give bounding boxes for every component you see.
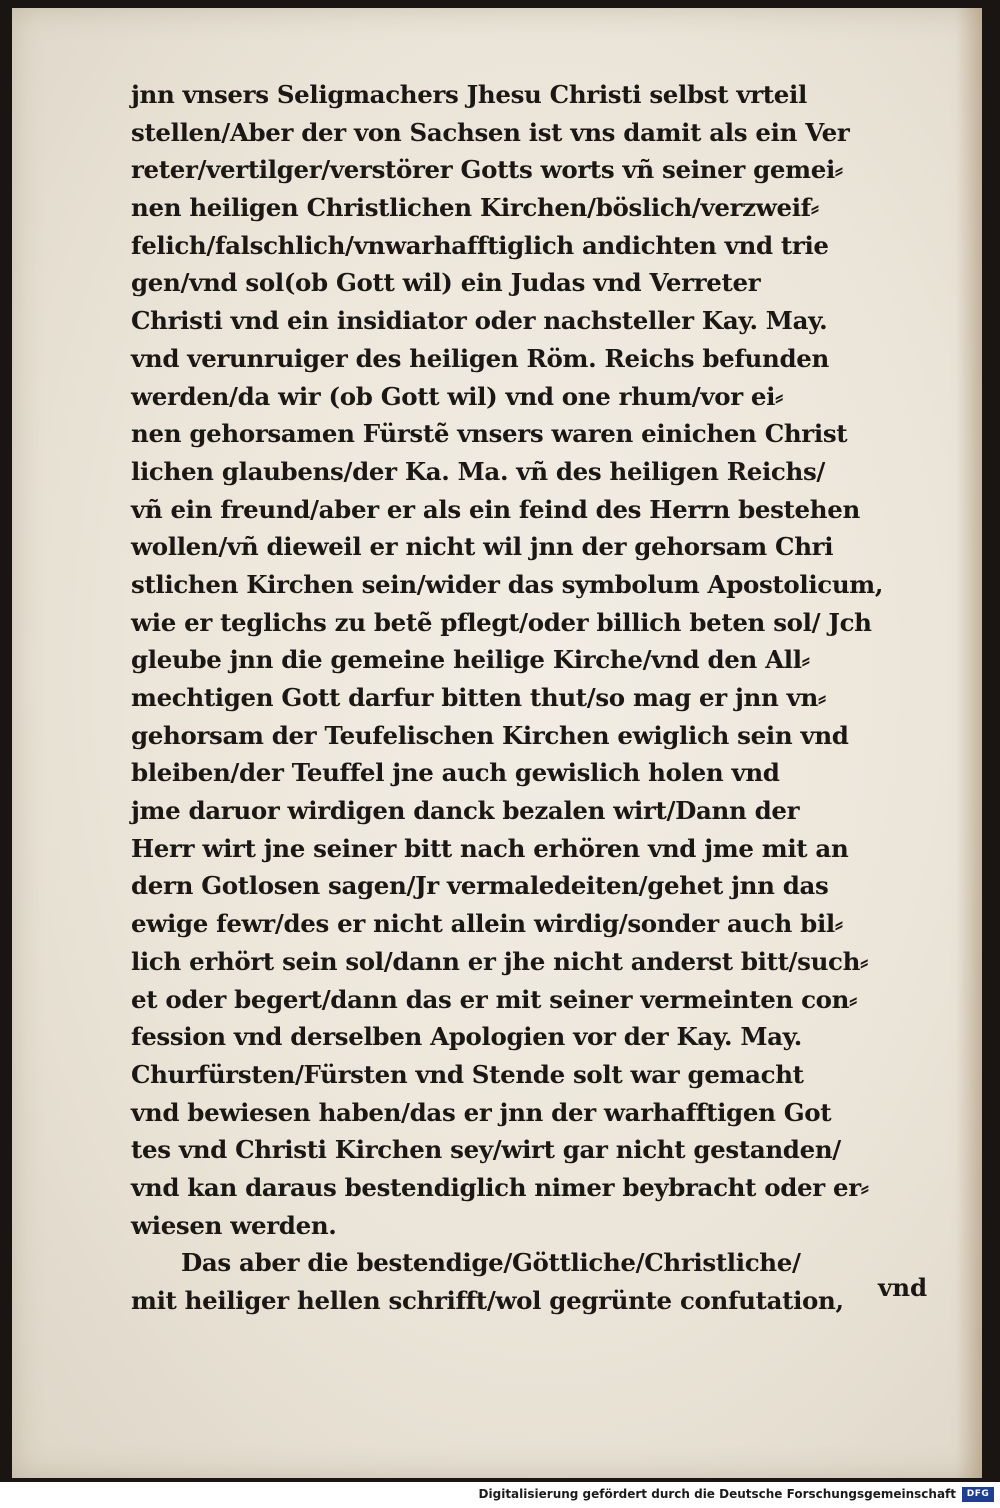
text-line: jnn vnsers Seligmachers Jhesu Christi selbst vrteil <box>131 80 807 109</box>
catchword: vnd <box>878 1273 928 1302</box>
text-line: stlichen Kirchen sein/wider das symbolum Apostolicum, <box>131 569 884 599</box>
text-line: werden/da wir (ob Gott wil) vnd one rhum/vor ei⸗ <box>131 381 783 411</box>
funding-note: Digitalisierung gefördert durch die Deutsche Forschungsgemeinschaft <box>478 1487 956 1501</box>
text-line: wie er teglichs zu betẽ pflegt/oder billich beten sol/ Jch <box>131 607 872 637</box>
text-line: mit heiliger hellen schrifft/wol gegrünte confutation, <box>131 1286 844 1315</box>
text-line: gen/vnd sol(ob Gott wil) ein Judas vnd Verreter <box>131 268 761 298</box>
text-line: vnd bewiesen haben/das er jnn der warhafftigen Got <box>131 1097 832 1127</box>
page-text <box>131 76 971 1320</box>
text-line: tes vnd Christi Kirchen sey/wirt gar nicht gestanden/ <box>131 1135 841 1165</box>
text-line: lich erhört sein sol/dann er jhe nicht anderst bitt/such⸗ <box>131 946 868 976</box>
text-line: ewige fewr/des er nicht allein wirdig/sonder auch bil⸗ <box>131 909 843 939</box>
text-line: jme daruor wirdigen danck bezalen wirt/Dann der <box>131 796 800 826</box>
dfg-logo-icon: DFG <box>962 1487 994 1502</box>
text-line: gleube jnn die gemeine heilige Kirche/vnd den All⸗ <box>131 645 810 675</box>
paragraph-start-line: Das aber die bestendige/Göttliche/Christliche/ <box>181 1248 801 1278</box>
text-line: fession vnd derselben Apologien vor der Kay. May. <box>131 1022 802 1052</box>
text-line: et oder begert/dann das er mit seiner vermeinten con⸗ <box>131 984 857 1014</box>
text-line: Churfürsten/Fürsten vnd Stende solt war gemacht <box>131 1059 804 1089</box>
text-line: lichen glaubens/der Ka. Ma. vñ des heiligen Reichs/ <box>131 456 825 486</box>
text-line: vnd kan daraus bestendiglich nimer beybracht oder er⸗ <box>131 1172 869 1202</box>
digitization-footer <box>0 1482 1000 1508</box>
text-line: wollen/vñ dieweil er nicht wil jnn der gehorsam Chri <box>131 532 834 562</box>
text-line: mechtigen Gott darfur bitten thut/so mag er jnn vn⸗ <box>131 683 826 712</box>
text-line: vnd verunruiger des heiligen Röm. Reichs befunden <box>131 343 829 373</box>
text-line: nen heiligen Christlichen Kirchen/böslich/verzweif⸗ <box>131 193 819 223</box>
text-line: bleiben/der Teuffel jne auch gewislich holen vnd <box>131 758 780 788</box>
text-line: felich/falschlich/vnwarhafftiglich andichten vnd trie <box>131 230 829 260</box>
text-line: reter/vertilger/verstörer Gotts worts vñ seiner gemei⸗ <box>131 155 843 185</box>
text-line: gehorsam der Teufelischen Kirchen ewiglich sein vnd <box>131 720 849 750</box>
text-line: Herr wirt jne seiner bitt nach erhören vnd jme mit an <box>131 833 849 863</box>
text-line: vñ ein freund/aber er als ein feind des Herrn bestehen <box>131 494 860 524</box>
text-line: wiesen werden. <box>131 1210 337 1240</box>
text-line: dern Gotlosen sagen/Jr vermaledeiten/gehet jnn das <box>131 871 829 901</box>
text-line: Christi vnd ein insidiator oder nachsteller Kay. May. <box>131 306 828 336</box>
text-line: nen gehorsamen Fürstẽ vnsers waren einichen Christ <box>131 419 848 449</box>
text-line: stellen/Aber der von Sachsen ist vns damit als ein Ver <box>131 117 850 147</box>
